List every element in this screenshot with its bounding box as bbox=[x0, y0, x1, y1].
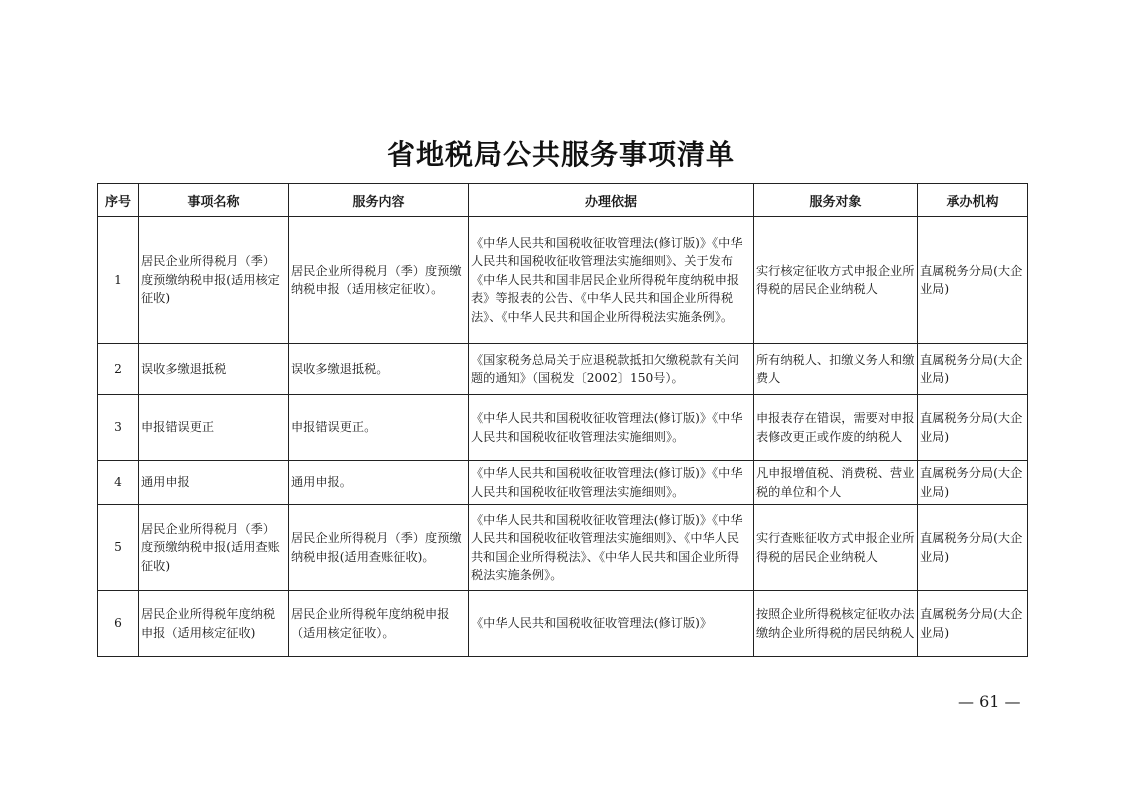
row-item-name: 居民企业所得税年度纳税申报（适用核定征收) bbox=[139, 591, 289, 657]
table-row bbox=[98, 461, 1028, 505]
row-agency: 直属税务分局(大企业局) bbox=[918, 591, 1028, 657]
table-row bbox=[98, 395, 1028, 461]
table-row bbox=[98, 217, 1028, 344]
row-service-content: 居民企业所得税月（季）度预缴纳税申报(适用查账征收)。 bbox=[289, 505, 469, 591]
row-service-content: 居民企业所得税年度纳税申报（适用核定征收）。 bbox=[289, 591, 469, 657]
header-item-name: 事项名称 bbox=[139, 184, 289, 217]
row-serial: 3 bbox=[98, 395, 139, 461]
row-service-content: 通用申报。 bbox=[289, 461, 469, 505]
row-legal-basis: 《中华人民共和国税收征收管理法(修订版)》《中华人民共和国税收征收管理法实施细则》、《中华人民共和国企业所得税法》、《中华人民共和国企业所得税法实施条例》。 bbox=[469, 505, 754, 591]
row-service-target: 实行核定征收方式申报企业所得税的居民企业纳税人 bbox=[754, 217, 918, 344]
table-row bbox=[98, 505, 1028, 591]
header-service-target: 服务对象 bbox=[754, 184, 918, 217]
row-agency: 直属税务分局(大企业局) bbox=[918, 217, 1028, 344]
row-serial: 5 bbox=[98, 505, 139, 591]
row-serial: 1 bbox=[98, 217, 139, 344]
header-legal-basis: 办理依据 bbox=[469, 184, 754, 217]
row-legal-basis: 《中华人民共和国税收征收管理法(修订版)》《中华人民共和国税收征收管理法实施细则》。 bbox=[469, 461, 754, 505]
row-service-content: 误收多缴退抵税。 bbox=[289, 344, 469, 395]
table-row bbox=[98, 344, 1028, 395]
row-item-name: 居民企业所得税月（季）度预缴纳税申报(适用核定征收) bbox=[139, 217, 289, 344]
row-item-name: 通用申报 bbox=[139, 461, 289, 505]
row-legal-basis: 《中华人民共和国税收征收管理法(修订版)》《中华人民共和国税收征收管理法实施细则》、关于发布《中华人民共和国非居民企业所得税年度纳税申报表》等报表的公告、《中华人民共和国企业所得税法》、《中华人民共和国企业所得税法实施条例》。 bbox=[469, 217, 754, 344]
row-agency: 直属税务分局(大企业局) bbox=[918, 344, 1028, 395]
header-agency: 承办机构 bbox=[918, 184, 1028, 217]
page-number: — 61 — bbox=[958, 692, 1021, 711]
row-service-target: 按照企业所得税核定征收办法缴纳企业所得税的居民纳税人 bbox=[754, 591, 918, 657]
row-service-target: 实行查账征收方式申报企业所得税的居民企业纳税人 bbox=[754, 505, 918, 591]
row-serial: 2 bbox=[98, 344, 139, 395]
row-item-name: 误收多缴退抵税 bbox=[139, 344, 289, 395]
row-legal-basis: 《中华人民共和国税收征收管理法(修订版)》 bbox=[469, 591, 754, 657]
row-serial: 6 bbox=[98, 591, 139, 657]
page-title: 省地税局公共服务事项清单 bbox=[386, 138, 735, 171]
service-items-table bbox=[97, 183, 1028, 657]
header-serial: 序号 bbox=[98, 184, 139, 217]
header-service-content: 服务内容 bbox=[289, 184, 469, 217]
row-item-name: 申报错误更正 bbox=[139, 395, 289, 461]
row-service-content: 申报错误更正。 bbox=[289, 395, 469, 461]
row-item-name: 居民企业所得税月（季）度预缴纳税申报(适用查账征收) bbox=[139, 505, 289, 591]
row-service-target: 所有纳税人、扣缴义务人和缴费人 bbox=[754, 344, 918, 395]
row-agency: 直属税务分局(大企业局) bbox=[918, 395, 1028, 461]
row-service-content: 居民企业所得税月（季）度预缴纳税申报（适用核定征收）。 bbox=[289, 217, 469, 344]
table-row bbox=[98, 591, 1028, 657]
row-serial: 4 bbox=[98, 461, 139, 505]
row-service-target: 凡申报增值税、消费税、营业税的单位和个人 bbox=[754, 461, 918, 505]
row-legal-basis: 《国家税务总局关于应退税款抵扣欠缴税款有关问题的通知》（国税发〔2002〕150号）。 bbox=[469, 344, 754, 395]
row-legal-basis: 《中华人民共和国税收征收管理法(修订版)》《中华人民共和国税收征收管理法实施细则》。 bbox=[469, 395, 754, 461]
row-service-target: 申报表存在错误，需要对申报表修改更正或作废的纳税人 bbox=[754, 395, 918, 461]
row-agency: 直属税务分局(大企业局) bbox=[918, 505, 1028, 591]
table-header-row bbox=[98, 184, 1028, 217]
row-agency: 直属税务分局(大企业局) bbox=[918, 461, 1028, 505]
